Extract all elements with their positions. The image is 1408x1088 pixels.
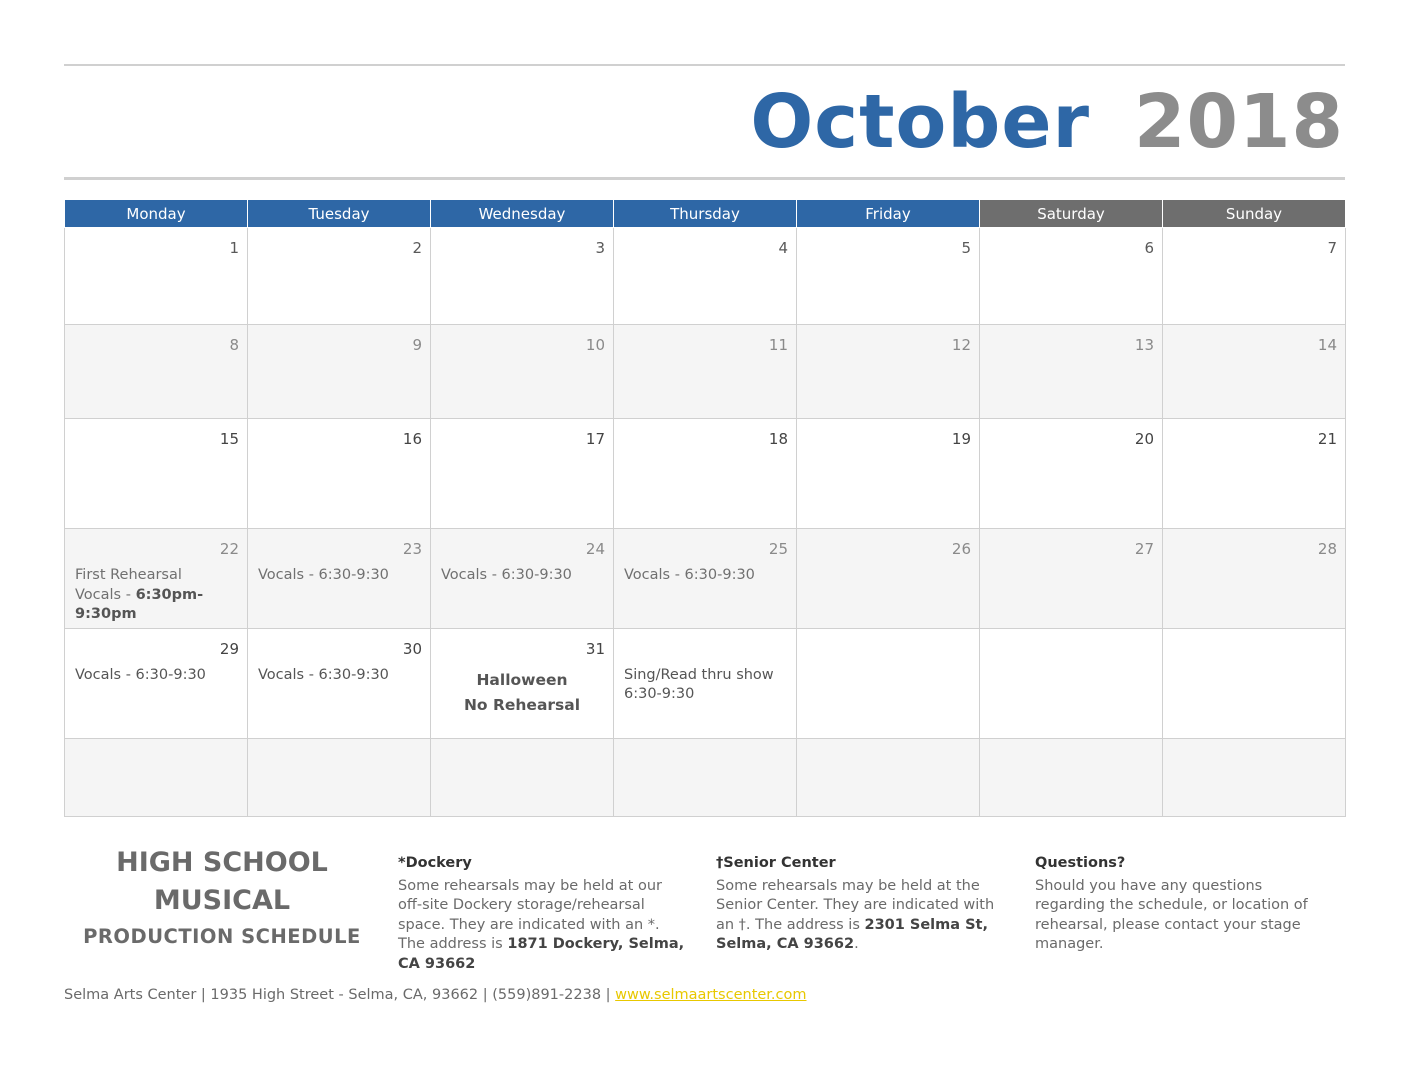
title-year: 2018: [1134, 79, 1344, 165]
day-cell: [980, 529, 1163, 628]
event-vocals: Vocals - 6:30-9:30: [258, 666, 389, 683]
day-cell: [65, 628, 248, 738]
day-cell: [980, 325, 1163, 419]
day-number: 28: [1317, 540, 1337, 559]
day-cell: [980, 419, 1163, 529]
week-row-1: [65, 228, 1346, 325]
day-number: [614, 629, 796, 658]
day-number: 3: [595, 239, 605, 257]
website-link[interactable]: www.selmaartscenter.com: [615, 987, 807, 1003]
week-row-3: [65, 419, 1346, 529]
day-cell: [248, 325, 431, 419]
event-halloween: [431, 658, 613, 718]
day-cell: [797, 325, 980, 419]
event-line: Halloween: [476, 670, 568, 689]
weekday-header-thursday: Thursday: [614, 200, 797, 228]
day-cell: [65, 228, 248, 325]
day-cell: [614, 228, 797, 325]
day-number: 17: [585, 430, 605, 449]
event-time: 9:30pm: [75, 606, 137, 623]
day-cell: [797, 228, 980, 325]
questions-note: [1035, 854, 1335, 955]
week-row-5: [65, 628, 1346, 738]
dockery-text: Some rehearsals may be held at our off-site Dockery storage/rehearsal space. They are indicated with an *. The address is: [398, 877, 662, 953]
day-number: [248, 739, 430, 768]
event-vocals: Vocals - 6:30-9:30: [441, 567, 572, 584]
day-cell: [797, 738, 980, 816]
day-number: 22: [219, 540, 239, 559]
day-cell: [797, 529, 980, 628]
day-number: 13: [1134, 336, 1154, 355]
day-cell: [65, 325, 248, 419]
page-title: [750, 72, 1344, 172]
footer-address: [64, 987, 807, 1003]
week-row-4: [65, 529, 1346, 628]
day-number: 1: [229, 239, 239, 257]
day-number: [980, 739, 1162, 768]
weekday-header-sunday: Sunday: [1163, 200, 1346, 228]
production-title-line3: PRODUCTION SCHEDULE: [83, 925, 361, 948]
day-cell: [980, 738, 1163, 816]
day-cell: [65, 529, 248, 628]
senior-center-tail: .: [854, 936, 859, 953]
day-number: [980, 629, 1162, 658]
day-number: [1163, 739, 1345, 768]
event-sing-read: [614, 658, 796, 705]
day-number: 10: [585, 336, 605, 355]
day-number: 29: [219, 639, 239, 658]
day-number: 5: [961, 239, 971, 257]
day-cell: [431, 419, 614, 529]
day-cell: [1163, 325, 1346, 419]
day-cell: [1163, 738, 1346, 816]
day-number: 6: [1144, 239, 1154, 257]
production-title-line1: HIGH SCHOOL: [116, 847, 328, 878]
day-cell: [614, 325, 797, 419]
day-number: [797, 629, 979, 658]
title-divider: [64, 177, 1345, 180]
day-number: 11: [768, 336, 788, 355]
event-line: [75, 605, 241, 625]
event-line: 6:30-9:30: [624, 686, 695, 703]
dockery-address: 1871 Dockery, Selma, CA 93662: [398, 936, 685, 972]
senior-center-address: 2301 Selma St, Selma, CA 93662: [716, 916, 988, 953]
senior-center-note: [716, 854, 1016, 955]
weekday-header-friday: Friday: [797, 200, 980, 228]
event-line: First Rehearsal: [75, 567, 182, 584]
day-number: 8: [229, 336, 239, 355]
production-title: [64, 844, 380, 954]
day-number: 9: [412, 336, 422, 355]
day-number: 30: [402, 639, 422, 658]
day-cell: [65, 419, 248, 529]
event-text: Vocals -: [75, 586, 136, 603]
day-cell: [248, 628, 431, 738]
event-first-rehearsal: [65, 558, 247, 625]
day-number: 31: [585, 639, 605, 658]
day-cell: [1163, 529, 1346, 628]
day-cell: [248, 738, 431, 816]
calendar-grid: [64, 199, 1346, 817]
top-divider: [64, 64, 1345, 66]
day-cell: [614, 419, 797, 529]
day-number: 15: [219, 430, 239, 449]
day-cell: [431, 228, 614, 325]
production-title-line2: MUSICAL: [153, 885, 291, 916]
weekday-header-saturday: Saturday: [980, 200, 1163, 228]
event-vocals: Vocals - 6:30-9:30: [258, 567, 389, 584]
title-month: October: [750, 79, 1091, 165]
dockery-heading: *Dockery: [398, 855, 472, 871]
day-number: 14: [1317, 336, 1337, 355]
weekday-header-wednesday: Wednesday: [431, 200, 614, 228]
day-cell: [431, 738, 614, 816]
day-number: 2: [412, 239, 422, 257]
day-cell: [980, 228, 1163, 325]
day-cell: [431, 628, 614, 738]
week-row-2: [65, 325, 1346, 419]
day-cell: [431, 325, 614, 419]
day-cell: [797, 628, 980, 738]
weekday-header-monday: Monday: [65, 200, 248, 228]
day-number: 12: [951, 336, 971, 355]
event-line: No Rehearsal: [463, 695, 581, 714]
day-number: 25: [768, 540, 788, 559]
day-number: [431, 739, 613, 768]
week-row-6: [65, 738, 1346, 816]
day-cell: [248, 419, 431, 529]
address-text: Selma Arts Center | 1935 High Street - Selma, CA, 93662 | (559)891-2238 |: [64, 987, 616, 1003]
event-line: [75, 586, 241, 606]
senior-center-heading: †Senior Center: [716, 855, 836, 871]
day-number: [1163, 629, 1345, 658]
day-cell: [1163, 228, 1346, 325]
event-vocals: Vocals - 6:30-9:30: [624, 567, 755, 584]
day-cell: [614, 738, 797, 816]
day-cell: [614, 529, 797, 628]
day-number: 23: [402, 540, 422, 559]
day-number: 20: [1134, 430, 1154, 449]
day-cell: [614, 628, 797, 738]
day-cell: [980, 628, 1163, 738]
questions-heading: Questions?: [1035, 855, 1126, 871]
day-number: [797, 739, 979, 768]
day-cell: [248, 529, 431, 628]
day-number: 24: [585, 540, 605, 559]
day-number: 26: [951, 540, 971, 559]
day-number: 7: [1327, 239, 1337, 257]
day-number: 19: [951, 430, 971, 449]
day-number: [614, 739, 796, 768]
day-cell: [797, 419, 980, 529]
day-number: 4: [778, 239, 788, 257]
day-number: 21: [1317, 430, 1337, 449]
day-number: 18: [768, 430, 788, 449]
day-cell: [248, 228, 431, 325]
weekday-header-tuesday: Tuesday: [248, 200, 431, 228]
day-number: [65, 739, 247, 768]
day-number: 16: [402, 430, 422, 449]
day-cell: [431, 529, 614, 628]
event-line: Sing/Read thru show: [624, 666, 774, 683]
day-cell: [65, 738, 248, 816]
event-time: 6:30pm-: [135, 586, 204, 603]
day-number: 27: [1134, 540, 1154, 559]
day-cell: [1163, 419, 1346, 529]
weekday-header-row: [65, 200, 1346, 228]
dockery-note: [398, 854, 688, 975]
day-cell: [1163, 628, 1346, 738]
event-vocals: Vocals - 6:30-9:30: [75, 666, 206, 683]
senior-center-text: Some rehearsals may be held at the Senior Center. They are indicated with an †. The address is: [716, 877, 995, 933]
questions-text: Should you have any questions regarding the schedule, or location of rehearsal, please contact your stage manager.: [1035, 877, 1308, 953]
